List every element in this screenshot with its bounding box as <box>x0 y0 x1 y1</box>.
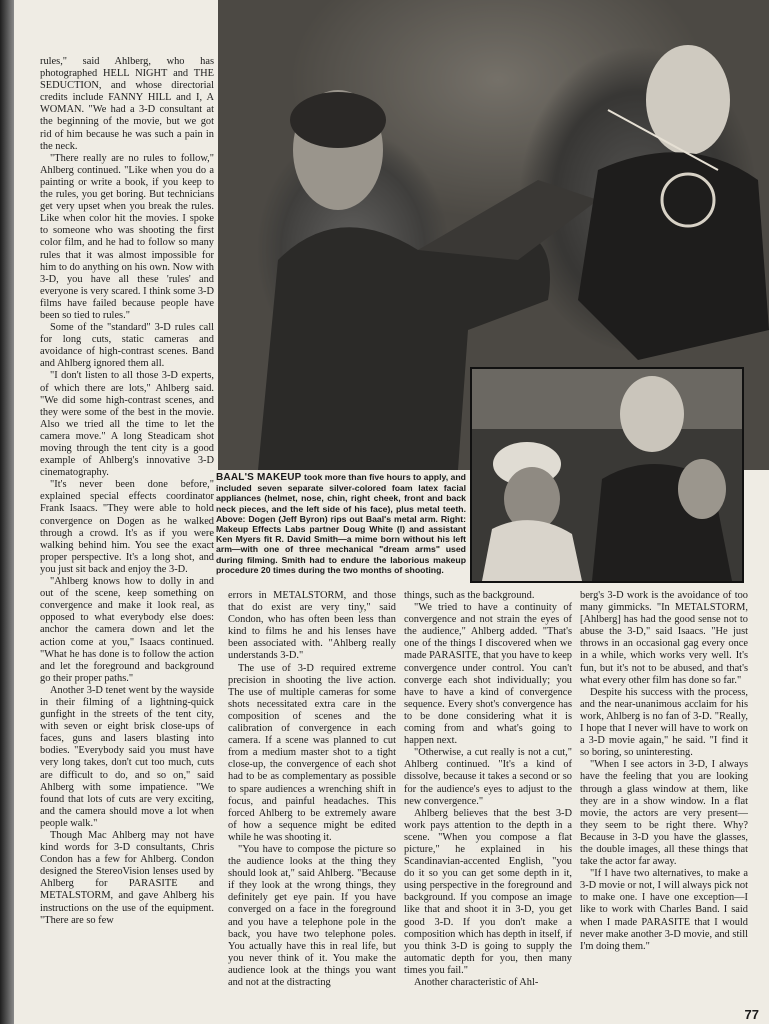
paragraph: Though Mac Ahlberg may not have kind words for 3-D consultants, Chris Condon has a few for Ahlberg. Condon designed the StereoVision lenses used by Ahlberg for PARASITE and METALSTORM, and gave Ahlberg his instructions on the use of the equipment. "There are so few <box>40 830 214 926</box>
paragraph: "I don't listen to all those 3-D experts, of which there are lots," Ahlberg said. "We did some high-contrast scenes, and they were some of the best in the movie. Also we tried all the time to let the camera move." A long Steadicam shot moving through the tent city is a good example of Ahlberg's innovative 3-D cinematography. <box>40 370 214 479</box>
paragraph: "Otherwise, a cut really is not a cut," Ahlberg continued. "It's a kind of dissolve, because it takes a second or so for the audience's eyes to adjust to the new convergence." <box>404 747 572 807</box>
paragraph: Ahlberg believes that the best 3-D work pays attention to the depth in a scene. "When you compose a flat picture," he explained in his Scandinavian-accented English, "you do it so you can get some depth in it, using perspective in the foreground and background. If you compose an image like that and shoot it in 3-D, you get good 3-D. If you don't make a composition which has depth in itself, if you think 3-D is going to supply the automatic depth for you, then many times you fail." <box>404 807 572 976</box>
paragraph: The use of 3-D required extreme precision in shooting the live action. The use of multiple cameras for some shots necessitated extra care in the composition of scenes and the calibration of convergence in each camera. If a scene was planned to cut from a medium master shot to a tight close-up, the convergence of each shot had to be as complementary as possible to spare audiences a wrenching shift in focus, and painful headaches. This forced Ahlberg to be extremely aware of how a sequence might be edited while he was shooting it. <box>228 662 396 843</box>
paragraph: Another 3-D tenet went by the wayside in their filming of a lightning-quick gunfight in the streets of the tent city, with seven or eight brisk close-ups of faces, guns and lasers blasting into bodies. "Everybody said you must have very long takes, don't cut too much, cuts are difficult to do, and so on," said Ahlberg with some impatience. "We found that lots of cuts are very exciting, and the camera should move a lot when people walk." <box>40 684 214 829</box>
makeup-session-illustration <box>472 369 742 581</box>
paragraph: rules," said Ahlberg, who has photographed HELL NIGHT and THE SEDUCTION, and whose directorial credits include FANNY HILL and I, A WOMAN. "We had a 3-D consultant at the beginning of the movie, but we got rid of him because he was such a pain in the neck. <box>40 56 214 152</box>
paragraph: Despite his success with the process, and the near-unanimous acclaim for his work, Ahlberg is no fan of 3-D. "Really, I hope that I never will have to work on a 3-D movie again," he said. "I find it so boring, so uninteresting. <box>580 686 748 759</box>
paragraph: "You have to compose the picture so the audience looks at the thing they should look at," said Ahlberg. "Because if they look at the wrong things, they definitely get eye pain. If you have converged on a face in the foreground and you have a telephone pole in the back, you have two telephone poles. You actually have this in real life, but you never think of it. You make the audience look at the things you want and not at the distracting <box>228 843 396 988</box>
page-binding-shadow <box>0 0 14 1024</box>
paragraph: "It's never been done before," explained special effects coordinator Frank Isaacs. "They were able to hold convergence on Dogen as he walked through a crowd. It's as if you were walking behind him. You see the exact proper perspective. It's a long shot, and you just sit back and enjoy the 3-D. <box>40 479 214 575</box>
paragraph: Another characteristic of Ahl- <box>414 977 539 988</box>
article-column-1 <box>40 56 214 1016</box>
paragraph: Some of the "standard" 3-D rules call for long cuts, static cameras and avoidance of high-contrast scenes. Band and Ahlberg ignored them all. <box>40 322 214 370</box>
caption-heading: BAAL'S MAKEUP <box>216 472 302 483</box>
paragraph: "When I see actors in 3-D, I always have the feeling that you are looking through a glass window at them, like they are in a show window. In a flat movie, the actors are very present—they seem to be right there. Why? Because in 3-D you have the glasses, the double images, all these things that take the actor far away. <box>580 759 748 868</box>
paragraph: "Ahlberg knows how to dolly in and out of the scene, keep something on convergence and make it look real, as opposed to what everybody else does: anchor the camera down and let the action come at you," Isaacs continued. "What he has done is to follow the action and let the foreground and background go their proper paths." <box>40 576 214 684</box>
paragraph: things, such as the background. <box>404 590 535 601</box>
page-number: 77 <box>744 1007 759 1022</box>
article-column-2 <box>228 590 396 1010</box>
caption-body: took more than five hours to apply, and included seven separate silver-colored foam latex facial appliances (helmet, nose, chin, right cheek, front and back neck pieces, and the left side of his face), plus metal teeth. Above: Dogen (Jeff Byron) rips out Baal's metal arm. Right: Makeup Effects Labs partner Doug White (l) and assistant Ken Myers fit R. David Smith—a mime born without his left arm—with one of three mechanical "dream arms" used during filming. Smith had to endure the laborious makeup procedure 20 times during the two months of shooting. <box>216 472 466 575</box>
paragraph: "If I have two alternatives, to make a 3-D movie or not, I will always pick not to make one. I have one exception—I like to work with Charles Band. I said when I made PARASITE that I would never make another 3-D movie, and still I'm doing them." <box>580 868 748 952</box>
article-column-4 <box>580 590 748 1010</box>
photo-caption <box>214 470 470 580</box>
paragraph: berg's 3-D work is the avoidance of too many gimmicks. "In METALSTORM, [Ahlberg] has had the good sense not to abuse the 3-D," said Isaacs. "He just throws in an occasional gag every once in a while, which works very well. It's fun, but it's not to be abused, and that's what every other film has done so far." <box>580 590 748 686</box>
paragraph: "We tried to have a continuity of convergence and not strain the eyes of the audience," Ahlberg added. "That's one of the things I discovered when we made PARASITE, that you have to keep convergence under control. You can't converge each shot individually; you have to have a kind of convergence sequence. Every shot's convergence has to be done considering what it is coming from and what's going to happen next. <box>404 602 572 747</box>
magazine-page <box>14 0 769 1024</box>
paragraph: "There really are no rules to follow," Ahlberg continued. "Like when you do a painting or write a book, if you keep to the rules, you get boring. But technicians get very upset when you break the rules. Like when color hit the movies. I spoke to someone who was shooting the first color film, and he had to follow so many rules that it was almost impossible for him to do anything on his own. Now with 3-D, you have all these 'rules' and everyone is very scared. I think some 3-D films have failed because people have been so tied to rules." <box>40 152 214 321</box>
article-column-3 <box>404 590 572 1010</box>
makeup-session-photo <box>470 367 744 583</box>
paragraph: errors in METALSTORM, and those that do exist are very tiny," said Condon, who has often been less than kind to films he and his lenses have been associated with. "Ahlberg really understands 3-D." <box>228 590 396 662</box>
